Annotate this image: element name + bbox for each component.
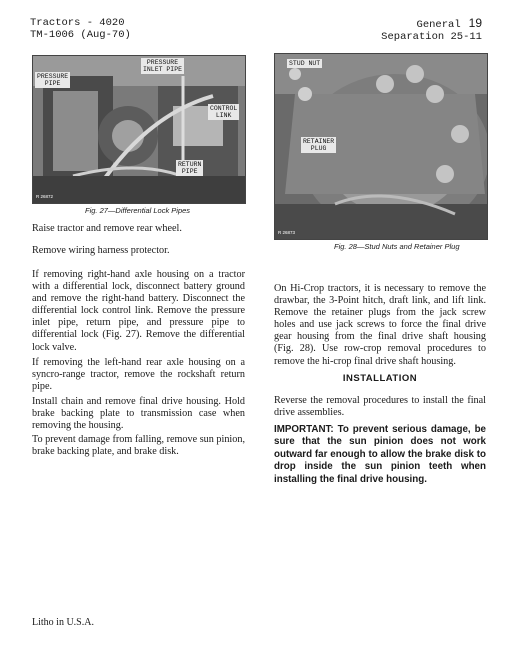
- header-left: [30, 17, 230, 41]
- figure-27-caption: Fig. 27—Differential Lock Pipes: [85, 206, 191, 215]
- label-stud-nut: STUD NUT: [289, 60, 321, 67]
- label-control-link: CONTROL LINK: [210, 105, 238, 119]
- figure-28-caption: Fig. 28—Stud Nuts and Retainer Plug: [334, 242, 460, 251]
- footer: Litho in U.S.A.: [32, 617, 94, 628]
- installation-heading: INSTALLATION: [342, 373, 418, 384]
- label-pressure-inlet: PRESSURE INLET PIPE: [143, 59, 183, 73]
- left-p6: To prevent damage from falling, remove sun pinion, brake backing plate, and brake disk.: [32, 434, 245, 458]
- important-note: IMPORTANT: To prevent serious damage, be sure that the sun pinion does not work outward far enough to allow the brake disk to drop inside the sun pinion teeth when installing the final drive housing.: [274, 424, 486, 485]
- right-p2: Reverse the removal procedures to install the final drive assemblies.: [274, 395, 486, 419]
- left-p5: Install chain and remove final drive housing. Hold brake backing plate to transmission case when removing the housing.: [32, 396, 245, 432]
- label-return-pipe: RETURN PIPE: [178, 161, 202, 175]
- figure-28-photo: [274, 53, 488, 240]
- figure-28-id: R 26873: [278, 230, 296, 235]
- figure-27-photo: [32, 55, 246, 204]
- header-manual-code: TM-1006 (Aug-70): [30, 29, 131, 41]
- header-right: [300, 17, 482, 43]
- header-section: General: [416, 19, 461, 31]
- left-p2: Remove wiring harness protector.: [32, 245, 170, 256]
- figure-27-id: R 26872: [36, 194, 54, 199]
- page-number: 19: [468, 16, 482, 30]
- header-subsection: Separation 25-11: [381, 31, 482, 43]
- header-title: Tractors - 4020: [30, 17, 125, 29]
- left-p1: Raise tractor and remove rear wheel.: [32, 223, 182, 234]
- left-p4: If removing the left-hand rear axle housing on a syncro-range tractor, remove the rockshaft return pipe.: [32, 357, 245, 393]
- label-retainer-plug: RETAINER PLUG: [303, 138, 335, 152]
- left-p3: If removing right-hand axle housing on a tractor with a differential lock, disconnect battery ground and remove the right-hand battery. Disconnect the differential lock control link. Remove the pressure inlet pipe, return pipe, and pressure pipe to differential lock (Fig. 27). Remove the differential lock valve.: [32, 269, 245, 353]
- right-p1: On Hi-Crop tractors, it is necessary to remove the drawbar, the 3-Point hitch, draft link, and lift link. Remove the retainer plugs from the jack screw holes and use jack screws to force the final drive gear housing from the final drive shaft housing (Fig. 28). Use row-crop removal procedures to remove the hi-crop final drive shaft housing.: [274, 283, 486, 367]
- label-pressure-pipe: PRESSURE PIPE: [37, 73, 69, 87]
